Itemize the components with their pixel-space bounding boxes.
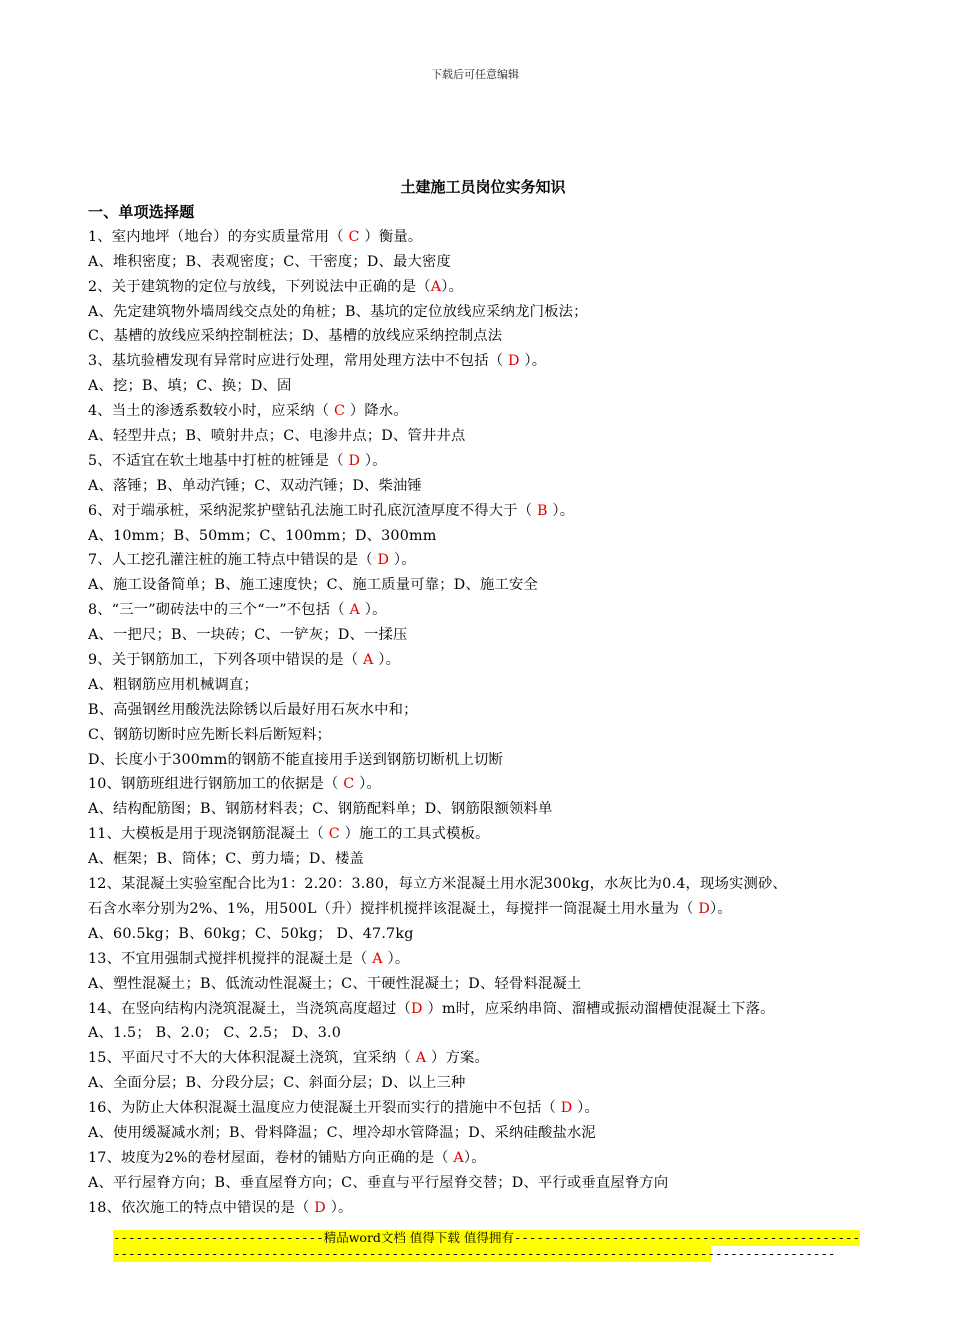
- line-text: A、挖；B、填；C、换；D、固: [88, 378, 292, 395]
- answer-letter: A: [415, 1050, 427, 1067]
- text-line: [88, 300, 888, 325]
- line-text: A、先定建筑物外墙周线交点处的角桩；B、基坑的定位放线应采纳龙门板法；: [88, 303, 588, 320]
- line-text-tail: ）衡量。: [359, 228, 423, 245]
- line-text: A、平行屋脊方向；B、垂直屋脊方向；C、垂直与平行屋脊交替；D、平行或垂直屋脊方向: [88, 1174, 669, 1191]
- line-text: A、施工设备简单；B、施工速度快；C、施工质量可靠；D、施工安全: [88, 577, 538, 594]
- line-text: A、轻型井点；B、喷射井点；C、电渗井点；D、管井井点: [88, 428, 466, 445]
- line-text: 4、当土的渗透系数较小时，应采纳（: [88, 403, 334, 420]
- line-text-tail: ）方案。: [426, 1050, 490, 1067]
- text-line: [88, 1196, 888, 1221]
- answer-letter: D: [377, 552, 390, 569]
- line-text: 17、坡度为2%的卷材屋面，卷材的铺贴方向正确的是（: [88, 1149, 454, 1166]
- line-text: 10、钢筋班组进行钢筋加工的依据是（: [88, 776, 344, 793]
- line-text: A、10mm；B、50mm；C、100mm；D、300mm: [88, 527, 437, 544]
- line-text: 18、依次施工的特点中错误的是（: [88, 1199, 315, 1216]
- footer-right-dashes: ----------------------------------------------: [513, 1230, 861, 1245]
- line-text: 1、室内地坪（地台）的夯实质量常用（: [88, 228, 349, 245]
- answer-letter: C: [328, 826, 340, 843]
- line-text: 8、“三一”砌砖法中的三个“一”不包括（: [88, 602, 350, 619]
- text-line: [88, 797, 888, 822]
- line-text-tail: ）降水。: [345, 403, 408, 420]
- line-text: B、高强钢丝用酸洗法除锈以后最好用石灰水中和；: [88, 701, 418, 718]
- line-text-tail: ）。: [354, 776, 382, 793]
- line-text: A、一把尺；B、一块砖；C、一铲灰；D、一揉压: [88, 627, 408, 644]
- answer-letter: D: [560, 1100, 573, 1117]
- answer-letter: A: [349, 602, 361, 619]
- line-text-tail: ）。: [519, 353, 547, 370]
- line-text: A、粗钢筋应用机械调直；: [88, 676, 258, 693]
- text-line: [88, 499, 888, 524]
- line-text: A、塑性混凝土；B、低流动性混凝土；C、干硬性混凝土；D、轻骨料混凝土: [88, 975, 582, 992]
- text-line: [88, 548, 888, 573]
- text-line: [88, 1171, 888, 1196]
- section-heading: 一、单项选择题: [88, 203, 195, 221]
- text-line: [88, 772, 888, 797]
- line-text: 7、人工挖孔灌注桩的施工特点中错误的是（: [88, 552, 378, 569]
- text-line: [88, 524, 888, 549]
- line-text-tail: ）。: [710, 900, 732, 917]
- document-title: 土建施工员岗位实务知识: [400, 178, 566, 196]
- text-line: [88, 349, 888, 374]
- line-text-tail: ）。: [360, 602, 387, 619]
- page-footer: [113, 1230, 860, 1262]
- answer-letter: D: [314, 1199, 326, 1216]
- line-text: 3、基坑验槽发现有异常时应进行处理，常用处理方法中不包括（: [88, 353, 508, 370]
- footer-banner: [113, 1230, 860, 1246]
- text-line: [88, 822, 888, 847]
- line-text: 13、不宜用强制式搅拌机搅拌的混凝土是（: [88, 950, 373, 967]
- text-line: [88, 972, 888, 997]
- text-line: [88, 648, 888, 673]
- line-text: 6、对于端承桩，采纳泥浆护壁钻孔法施工时孔底沉渣厚度不得大于（: [88, 502, 537, 519]
- line-text: 2、关于建筑物的定位与放线，下列说法中正确的是（: [88, 278, 431, 295]
- answer-letter: D: [411, 1000, 423, 1017]
- text-line: [88, 424, 888, 449]
- text-line: [88, 947, 888, 972]
- footer-dash-line: ------------------------------------------------------------------------------------------------: [113, 1246, 836, 1261]
- page-header: 下载后可任意编辑: [431, 68, 519, 81]
- answer-letter: A: [453, 1149, 464, 1166]
- line-text-tail: ）。: [325, 1199, 353, 1216]
- question-list: [88, 225, 888, 1221]
- answer-letter: C: [343, 776, 355, 793]
- text-line: [88, 1021, 888, 1046]
- line-text-tail: ）。: [360, 452, 387, 469]
- line-text: A、使用缓凝减水剂；B、骨料降温；C、埋冷却水管降温；D、采纳硅酸盐水泥: [88, 1124, 596, 1141]
- text-line: [88, 698, 888, 723]
- text-line: [88, 324, 888, 349]
- line-text: A、堆积密度；B、表观密度；C、干密度；D、最大密度: [88, 253, 451, 270]
- answer-letter: A: [372, 950, 383, 967]
- text-line: [88, 748, 888, 773]
- line-text: 15、平面尺寸不大的大体积混凝土浇筑，宜采纳（: [88, 1050, 416, 1067]
- answer-letter: D: [507, 353, 520, 370]
- line-text-tail: ）。: [373, 652, 401, 669]
- text-line: [88, 449, 888, 474]
- answer-letter: D: [348, 452, 361, 469]
- text-line: [88, 250, 888, 275]
- text-line: [88, 897, 888, 922]
- line-text: A、落锤；B、单动汽锤；C、双动汽锤；D、柴油锤: [88, 477, 422, 494]
- line-text: 9、关于钢筋加工，下列各项中错误的是（: [88, 652, 363, 669]
- line-text-tail: ）m时，应采纳串筒、溜槽或振动溜槽使混凝土下落。: [422, 1000, 775, 1017]
- line-text-tail: ）。: [463, 1149, 486, 1166]
- line-text-tail: ）。: [547, 502, 575, 519]
- text-line: [88, 399, 888, 424]
- line-text: A、60.5kg；B、60kg；C、50kg； D、47.7kg: [88, 925, 414, 942]
- text-line: [88, 847, 888, 872]
- text-line: [88, 1096, 888, 1121]
- answer-letter: C: [334, 403, 346, 420]
- text-line: [88, 997, 888, 1022]
- text-line: [88, 623, 888, 648]
- footer-left-dashes: ----------------------------: [113, 1230, 324, 1245]
- line-text-tail: ）。: [382, 950, 410, 967]
- text-line: [88, 573, 888, 598]
- text-line: [88, 474, 888, 499]
- text-line: [88, 374, 888, 399]
- line-text: 11、大模板是用于现浇钢筋混凝土（: [88, 826, 329, 843]
- text-line: [88, 1046, 888, 1071]
- line-text: A、框架；B、筒体；C、剪力墙；D、楼盖: [88, 851, 364, 868]
- line-text: C、基槽的放线应采纳控制桩法；D、基槽的放线应采纳控制点法: [88, 328, 503, 345]
- line-text: C、钢筋切断时应先断长料后断短料；: [88, 726, 332, 743]
- line-text: 5、不适宜在软土地基中打桩的桩锤是（: [88, 452, 349, 469]
- line-text: 16、为防止大体积混凝土温度应力使混凝土开裂而实行的措施中不包括（: [88, 1100, 561, 1117]
- text-line: [88, 275, 888, 300]
- text-line: [88, 673, 888, 698]
- answer-letter: B: [536, 502, 548, 519]
- text-line: [88, 1121, 888, 1146]
- text-line: [88, 1146, 888, 1171]
- text-line: [88, 225, 888, 250]
- footer-slogan: 精品word文档 值得下载 值得拥有: [323, 1230, 514, 1245]
- line-text: 14、在竖向结构内浇筑混凝土，当浇筑高度超过（: [88, 1000, 412, 1017]
- line-text: D、长度小于300mm的钢筋不能直接用手送到钢筋切断机上切断: [88, 751, 503, 768]
- line-text: A、结构配筋图；B、钢筋材料表；C、钢筋配料单；D、钢筋限额领料单: [88, 801, 553, 818]
- line-text: A、1.5； B、2.0； C、2.5； D、3.0: [88, 1025, 342, 1042]
- line-text-tail: ）。: [441, 278, 464, 295]
- answer-letter: A: [430, 278, 442, 295]
- answer-letter: D: [698, 900, 711, 917]
- line-text-tail: ）。: [389, 552, 416, 569]
- text-line: [88, 872, 888, 897]
- answer-letter: C: [348, 228, 360, 245]
- line-text-tail: ）施工的工具式模板。: [339, 826, 490, 843]
- line-text: A、全面分层；B、分段分层；C、斜面分层；D、以上三种: [88, 1075, 466, 1092]
- text-line: [88, 1071, 888, 1096]
- answer-letter: A: [362, 652, 374, 669]
- document-body: [88, 200, 888, 1221]
- text-line: [88, 922, 888, 947]
- text-line: [88, 598, 888, 623]
- text-line: [88, 723, 888, 748]
- line-text: 石含水率分别为2%、1%，用500L（升）搅拌机搅拌该混凝土，每搅拌一筒混凝土用水量为（: [88, 900, 699, 917]
- line-text: 12、某混凝土实验室配合比为1：2.20：3.80，每立方米混凝土用水泥300kg，水灰比为0.4，现场实测砂、: [88, 876, 787, 893]
- line-text-tail: ）。: [572, 1100, 600, 1117]
